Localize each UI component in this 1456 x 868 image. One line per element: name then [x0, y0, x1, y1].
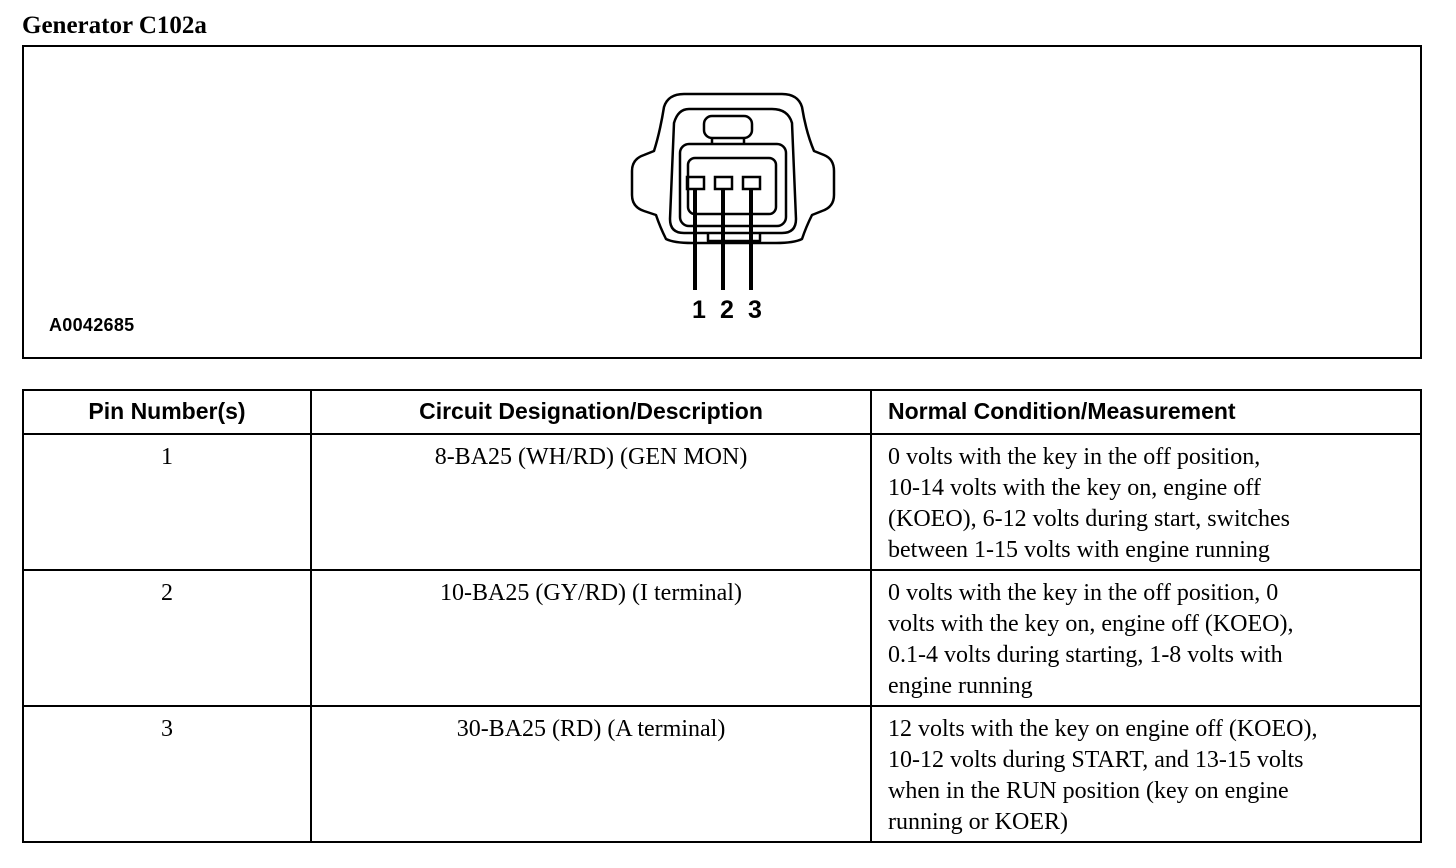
- pin-number-cell: 2: [23, 570, 311, 706]
- condition-line: 0 volts with the key in the off position, 0: [888, 580, 1279, 606]
- condition-line: engine running: [888, 673, 1033, 699]
- condition-line: 12 volts with the key on engine off (KOEO),: [888, 716, 1318, 742]
- table-row: [23, 706, 1421, 842]
- pin-3-terminal: [743, 177, 760, 189]
- table-row: [23, 434, 1421, 570]
- header-circuit: Circuit Designation/Description: [311, 390, 871, 434]
- condition-line: (KOEO), 6-12 volts during start, switches: [888, 506, 1290, 532]
- pinout-table: [22, 389, 1422, 843]
- condition-line: 10-14 volts with the key on, engine off: [888, 475, 1261, 501]
- pin-number-cell: 3: [23, 706, 311, 842]
- pin-number-cell: 1: [23, 434, 311, 570]
- condition-line: running or KOER): [888, 809, 1068, 835]
- condition-cell: [871, 434, 1421, 570]
- pin-3-label: 3: [748, 296, 762, 324]
- table-row: [23, 570, 1421, 706]
- table-header-row: [23, 390, 1421, 434]
- condition-cell: [871, 706, 1421, 842]
- header-condition: Normal Condition/Measurement: [871, 390, 1421, 434]
- pin-2-label: 2: [720, 296, 734, 324]
- circuit-cell: 30-BA25 (RD) (A terminal): [311, 706, 871, 842]
- pin-2-terminal: [715, 177, 732, 189]
- circuit-cell: 10-BA25 (GY/RD) (I terminal): [311, 570, 871, 706]
- condition-line: when in the RUN position (key on engine: [888, 778, 1289, 804]
- header-pin-number: Pin Number(s): [23, 390, 311, 434]
- condition-line: volts with the key on, engine off (KOEO),: [888, 611, 1294, 637]
- pin-1-label: 1: [692, 296, 706, 324]
- pin-1-terminal: [687, 177, 704, 189]
- condition-line: between 1-15 volts with engine running: [888, 537, 1270, 563]
- figure-id-label: A0042685: [49, 315, 135, 335]
- condition-line: 0 volts with the key in the off position,: [888, 444, 1261, 470]
- circuit-cell: 8-BA25 (WH/RD) (GEN MON): [311, 434, 871, 570]
- connector-latch: [704, 116, 752, 138]
- page-title: Generator C102a: [22, 12, 207, 39]
- condition-line: 10-12 volts during START, and 13-15 volts: [888, 747, 1304, 773]
- condition-cell: [871, 570, 1421, 706]
- connector-figure: [22, 45, 1422, 359]
- condition-line: 0.1-4 volts during starting, 1-8 volts with: [888, 642, 1283, 668]
